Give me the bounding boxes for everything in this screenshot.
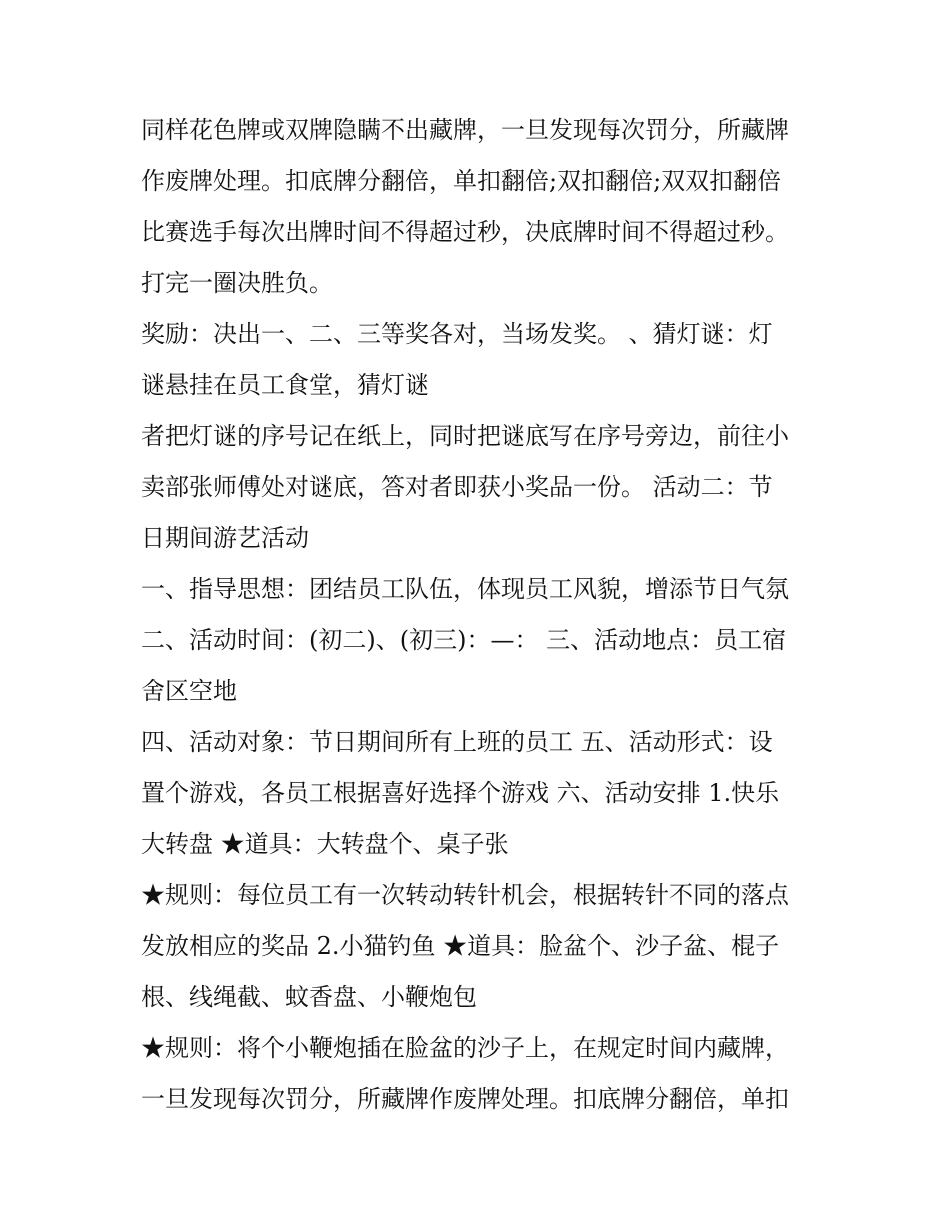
text-line: 舍区空地 — [141, 677, 237, 705]
text-line: 日期间游艺活动 — [141, 524, 309, 552]
text-line: 卖部张师傅处对谜底，答对者即获小奖品一份。 活动二：节 — [141, 473, 773, 501]
text-line: 大转盘 ★道具：大转盘个、桌子张 — [141, 830, 509, 858]
text-line: 奖励：决出一、二、三等奖各对，当场发奖。 、猜灯谜：灯 — [141, 320, 773, 348]
document-body — [141, 105, 821, 1125]
text-line: 二、活动时间：(初二)、(初三)：—： 三、活动地点：员工宿 — [141, 626, 787, 654]
text-line: 一旦发现每次罚分，所藏牌作废牌处理。扣底牌分翻倍，单扣 — [141, 1085, 789, 1113]
text-line: 一、指导思想：团结员工队伍，体现员工风貌，增添节日气氛 — [141, 575, 789, 603]
text-line: 四、活动对象：节日期间所有上班的员工 五、活动形式：设 — [141, 728, 773, 756]
text-line: ★规则：每位员工有一次转动转针机会，根据转针不同的落点 — [141, 881, 789, 909]
text-line: 谜悬挂在员工食堂，猜灯谜 — [141, 371, 429, 399]
text-line: 置个游戏，各员工根据喜好选择个游戏 六、活动安排 1.快乐 — [141, 779, 780, 807]
text-line: 打完一圈决胜负。 — [141, 269, 333, 297]
text-line: ★规则：将个小鞭炮插在脸盆的沙子上，在规定时间内藏牌， — [141, 1034, 789, 1062]
text-line: 作废牌处理。扣底牌分翻倍，单扣翻倍;双扣翻倍;双双扣翻倍 — [141, 167, 782, 195]
text-line: 同样花色牌或双牌隐瞒不出藏牌，一旦发现每次罚分，所藏牌 — [141, 116, 789, 144]
text-line: 者把灯谜的序号记在纸上，同时把谜底写在序号旁边，前往小 — [141, 422, 789, 450]
text-line: 发放相应的奖品 2.小猫钓鱼 ★道具：脸盆个、沙子盆、棍子 — [141, 932, 780, 960]
text-line: 比赛选手每次出牌时间不得超过秒，决底牌时间不得超过秒。 — [141, 218, 789, 246]
text-line: 根、线绳截、蚊香盘、小鞭炮包 — [141, 983, 477, 1011]
